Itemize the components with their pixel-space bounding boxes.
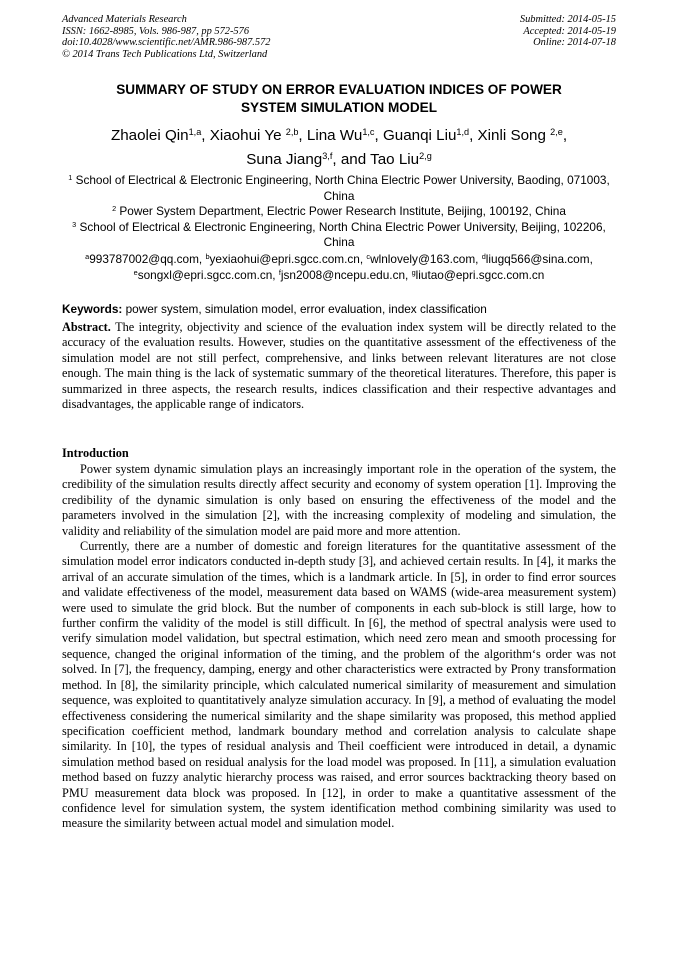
- email-list: [54, 252, 624, 283]
- keywords-line: [62, 302, 616, 317]
- email-address: wlnlovely@163.com,: [370, 252, 482, 266]
- issn-line: ISSN: 1662-8985, Vols. 986-987, pp 572-576: [62, 25, 250, 37]
- abstract-paragraph: [62, 320, 616, 412]
- author-name: Xiaohui Ye: [209, 127, 286, 144]
- accepted-date: Accepted: 2014-05-19: [523, 25, 616, 37]
- email-address: 993787002@qq.com,: [89, 252, 206, 266]
- section-heading-introduction: Introduction: [62, 446, 129, 460]
- author-affil-sup: 2,g: [419, 150, 432, 161]
- author-separator: ,: [298, 127, 307, 144]
- title-line-2: SYSTEM SIMULATION MODEL: [240, 99, 438, 115]
- author-name: Guanqi Liu: [382, 127, 457, 144]
- email-sup: c: [366, 251, 371, 261]
- author-separator: ,: [469, 127, 478, 144]
- email-sup: a: [85, 251, 90, 261]
- affiliation-sup: 3: [72, 219, 77, 229]
- author-line-1: [40, 124, 638, 148]
- dates-header: [520, 14, 616, 49]
- author-name: Xinli Song: [477, 127, 551, 144]
- email-sup: f: [278, 267, 281, 277]
- submitted-date: Submitted: 2014-05-15: [519, 14, 616, 25]
- introduction-body: [62, 462, 616, 832]
- author-list: [40, 124, 638, 172]
- title-line-1: SUMMARY OF STUDY ON ERROR EVALUATION INDICES OF POWER: [116, 82, 562, 97]
- affiliation-sup: 2: [112, 204, 117, 214]
- author-line-2: [40, 148, 638, 172]
- email-sup: e: [133, 267, 138, 277]
- email-line-2: [54, 268, 624, 284]
- author-affil-sup: 2,b: [285, 126, 299, 137]
- email-address: liugq566@sina.com,: [485, 252, 593, 266]
- paper-title: [50, 81, 628, 116]
- affiliation-text: School of Electrical & Electronic Engineering, North China Electric Power University, Baoding, 071003, China: [72, 173, 610, 203]
- email-address: songxl@epri.sgcc.com.cn,: [137, 267, 279, 282]
- email-sup: b: [205, 251, 210, 261]
- affiliation-item: [62, 204, 616, 220]
- online-date: Online: 2014-07-18: [533, 37, 616, 49]
- email-address: yexiaohui@epri.sgcc.com.cn,: [209, 252, 367, 266]
- author-name: Tao Liu: [370, 151, 420, 168]
- author-separator: ,: [562, 127, 568, 144]
- email-address: liutao@epri.sgcc.com.cn: [415, 267, 545, 282]
- intro-paragraph-2: Currently, there are a number of domestic and foreign literatures for the quantitative assessment of the simulation model error indicators conducted in-depth study [3], and achieved certain results. In [4], it marks the arrival of an accurate simulation of the times, which is a landmark article. In [5], in order to find error sources and validate effectiveness of the model, measurement data based on WAMS (wide-area measurement system) were used to simulate the grid block. But the number of components in each sub-block is still large, how to further confirm the validity of the model is still difficult. In [6], the method of spectral analysis were used to verify simulation model validation, but spectral estimation, which need zero mean and smooth processing for sequence, changed the original information of the timing, and the problem of the algorithm‘s order was not solved. In [7], the frequency, damping, energy and other characteristics were extracted by Prony transformation method. In [8], the similarity principle, which calculated numerical similarity of measurement and simulation sequence, was exploited to quantitatively analyze simulation accuracy. In [9], a method of evaluating the model effectiveness considering the numerical similarity and the shape similarity was proposed, this method applied specification coefficient method, landmark boundary method and correlation analysis to calculate shape similarity. In [10], the types of residual analysis and Theil coefficient were introduced in detail, a dynamic simulation method based on residual analysis for the load model was proposed. In [11], a simulation evaluation method based on fuzzy analytic hierarchy process was raised, and error sources backtracking theory based on PMU measurement data block was proposed. In [12], in order to make a quantitative assessment of the confidence level for simulation system, the system identification method combining similarity was used to measure the similarity between actual model and simulation model.: [62, 539, 616, 831]
- abstract-label: Abstract.: [62, 320, 111, 334]
- affiliation-item: [62, 220, 616, 251]
- email-address: jsn2008@ncepu.edu.cn,: [280, 267, 412, 282]
- affiliation-sup: 1: [68, 172, 73, 182]
- keywords-label: Keywords:: [62, 302, 123, 316]
- author-affil-sup: 2,e: [550, 126, 563, 137]
- author-affil-sup: 1,d: [456, 126, 470, 137]
- email-sup: g: [411, 267, 416, 277]
- keywords-text: power system, simulation model, error evaluation, index classification: [122, 302, 487, 316]
- author-name: Suna Jiang: [246, 151, 323, 168]
- affiliation-text: School of Electrical & Electronic Engineering, North China Electric Power University, Beijing, 102206, China: [76, 219, 606, 250]
- author-separator: ,: [374, 127, 383, 144]
- email-line-1: [54, 252, 624, 268]
- journal-header: [62, 14, 270, 60]
- intro-paragraph-1: Power system dynamic simulation plays an increasingly important role in the operation of the system, the credibility of the simulation results directly affect security and economy of system operation [1]. Improving the credibility of the dynamic simulation is only based on ensuring the effectiveness of the model and the parameters involved in the simulation [2], with the increasing complexity of modeling and simulation, the validity and reliability of the simulation model are paid more and more attention.: [62, 462, 616, 538]
- author-separator: ,: [201, 127, 210, 144]
- copyright-line: © 2014 Trans Tech Publications Ltd, Switzerland: [62, 48, 268, 60]
- abstract-text: The integrity, objectivity and science of the evaluation index system will be directly related to the accuracy of the evaluation results. However, studies on the quantitative assessment of the effectiveness of the simulation model are not still perfect, comprehensive, and links between relevant literatures are not close enough. The main thing is the lack of systematic summary of the theoretical literatures. Therefore, this paper is summarized in three aspects, the research results, indices classification and their respective advantages and disadvantages, the applicable range of indicators.: [62, 320, 616, 412]
- author-name: Lina Wu: [306, 127, 363, 144]
- affiliation-item: [62, 173, 616, 204]
- email-sup: d: [481, 251, 486, 261]
- author-separator: , and: [332, 151, 371, 168]
- doi-line: doi:10.4028/www.scientific.net/AMR.986-987.572: [62, 37, 271, 49]
- author-affil-sup: 3,f: [322, 150, 333, 161]
- affiliation-list: [62, 173, 616, 251]
- author-name: Zhaolei Qin: [110, 127, 189, 144]
- affiliation-text: Power System Department, Electric Power Research Institute, Beijing, 100192, China: [116, 204, 566, 219]
- author-affil-sup: 1,c: [362, 126, 375, 137]
- author-affil-sup: 1,a: [188, 126, 202, 137]
- journal-name: Advanced Materials Research: [62, 14, 187, 25]
